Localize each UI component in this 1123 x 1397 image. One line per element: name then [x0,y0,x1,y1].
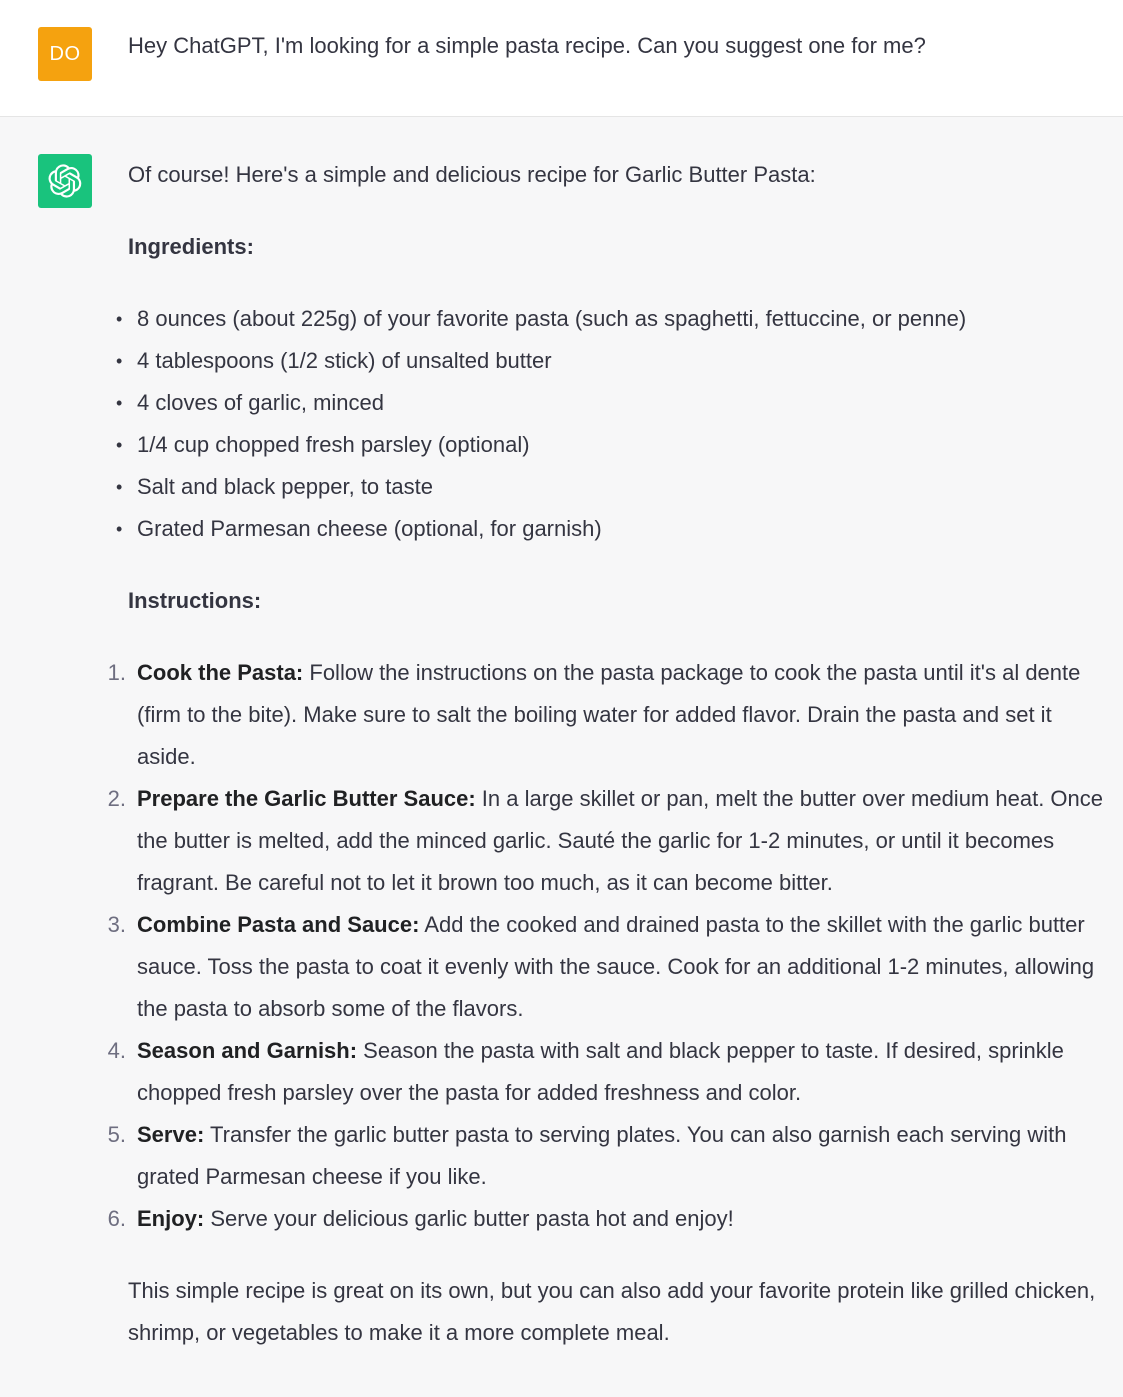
ingredient-item: • 1/4 cup chopped fresh parsley (optional) [128,424,1108,466]
step-title: Combine Pasta and Sauce: [137,912,420,937]
instruction-step [107,778,1108,904]
step-text: Season the pasta with salt and black pepper to taste. If desired, sprinkle chopped fresh parsley over the pasta for added freshness and color. [137,1038,1064,1105]
bullet-icon: • [116,519,123,539]
user-avatar [38,27,92,81]
step-text: Follow the instructions on the pasta package to cook the pasta until it's al dente (firm to the bite). Make sure to salt the boiling water for added flavor. Drain the pasta and set it aside. [137,660,1081,769]
step-text: Serve your delicious garlic butter pasta hot and enjoy! [204,1206,734,1231]
assistant-message-content [107,154,1108,1354]
assistant-intro: Of course! Here's a simple and delicious recipe for Garlic Butter Pasta: [128,162,816,187]
step-title: Serve: [137,1122,205,1147]
bullet-icon: • [116,351,123,371]
user-avatar-initials: DO [49,42,81,65]
bullet-icon: • [116,477,123,497]
ingredient-item: • Grated Parmesan cheese (optional, for garnish) [128,508,1108,550]
bullet-icon: • [116,435,123,455]
assistant-message-row [0,117,1123,1397]
step-text: In a large skillet or pan, melt the butter over medium heat. Once the butter is melted, add the minced garlic. Sauté the garlic for 1-2 minutes, or until it becomes fragrant. Be careful not to let it brown too much, as it can become bitter. [137,786,1103,895]
step-title: Enjoy: [137,1206,205,1231]
ingredients-heading: Ingredients: [128,234,254,259]
assistant-avatar [38,154,92,208]
step-number: 4. [107,1038,126,1063]
user-message-text: Hey ChatGPT, I'm looking for a simple pasta recipe. Can you suggest one for me? [128,33,926,58]
ingredient-item: • 8 ounces (about 225g) of your favorite pasta (such as spaghetti, fettuccine, or penne) [128,298,1108,340]
instruction-step [107,1030,1108,1114]
ingredient-item: • Salt and black pepper, to taste [128,466,1108,508]
step-number: 1. [107,660,126,685]
step-number: 3. [107,912,126,937]
step-title: Cook the Pasta: [137,660,304,685]
ingredients-list [116,298,1108,550]
user-message-row [0,0,1123,117]
openai-logo-icon [48,164,82,198]
step-title: Prepare the Garlic Butter Sauce: [137,786,476,811]
step-number: 5. [107,1122,126,1147]
step-title: Season and Garnish: [137,1038,358,1063]
bullet-icon: • [116,393,123,413]
step-number: 2. [107,786,126,811]
instruction-step [107,1198,1108,1240]
instructions-list [107,652,1108,1240]
bullet-icon: • [116,309,123,329]
step-number: 6. [107,1206,126,1231]
instruction-step [107,904,1108,1030]
instruction-step [107,652,1108,778]
instruction-step [107,1114,1108,1198]
ingredient-item: • 4 cloves of garlic, minced [128,382,1108,424]
step-text: Transfer the garlic butter pasta to serving plates. You can also garnish each serving with grated Parmesan cheese if you like. [137,1122,1067,1189]
ingredient-item: • 4 tablespoons (1/2 stick) of unsalted butter [128,340,1108,382]
assistant-outro: This simple recipe is great on its own, but you can also add your favorite protein like grilled chicken, shrimp, or vegetables to make it a more complete meal. [128,1278,1096,1345]
step-text: Add the cooked and drained pasta to the skillet with the garlic butter sauce. Toss the pasta to coat it evenly with the sauce. Cook for an additional 1-2 minutes, allowing the pasta to absorb some of the flavors. [137,912,1095,1021]
instructions-heading: Instructions: [128,588,262,613]
